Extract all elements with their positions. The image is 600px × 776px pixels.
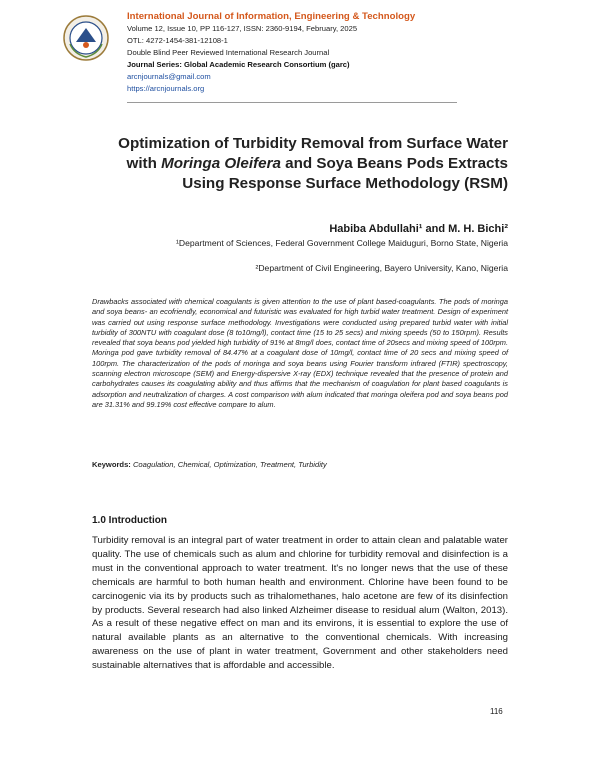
title-italic-species: Moringa Oleifera (161, 155, 281, 172)
title-part-1: Optimization of Turbidity Removal from Surface Water with (118, 135, 508, 172)
title-part-2: and Soya Beans Pods Extracts Using Response Surface Methodology (RSM) (182, 155, 508, 192)
author-names: Habiba Abdullahi¹ and M. H. Bichi² (329, 223, 508, 235)
journal-series: Journal Series: Global Academic Research Consortium (garc) (127, 60, 350, 69)
section-heading-introduction: 1.0 Introduction (92, 515, 167, 526)
keywords-label: Keywords: (92, 460, 131, 469)
journal-name: International Journal of Information, Engineering & Technology (127, 11, 416, 22)
affiliation-2: ²Department of Civil Engineering, Bayero University, Kano, Nigeria (255, 263, 508, 273)
journal-website-link[interactable]: https://arcnjournals.org (127, 84, 205, 93)
keywords-list: Coagulation, Chemical, Optimization, Treatment, Turbidity (132, 460, 327, 469)
header-divider (127, 102, 457, 103)
volume-info: Volume 12, Issue 10, PP 116-127, ISSN: 2360-9194, February, 2025 (127, 24, 358, 33)
introduction-paragraph: Turbidity removal is an integral part of water treatment in order to attain clean and palatable water quality. The use of chemicals such as alum and chlorine for turbidity removal and disinfection is a must in the conventional approach to water treatment. It's no longer news that the use of these chemicals are harmful to both human health and environment. Chlorine have been found to be carcinogenic via its by products such as trihalomethanes, halo acetone are few of its disinfection by products. Several research had also linked Alzheimer disease to residual alum (Walton, 2013). As a result of these negative effect on man and its environs, it is essential to explore the use of natural available plants as an alternative to the conventional chemicals. With increasing awareness on the use of plant in water treatment, Government and other stakeholders need sustainable alternatives that is affordable and accessible. (92, 535, 508, 672)
review-info: Double Blind Peer Reviewed International Research Journal (127, 48, 330, 57)
otl-info: OTL: 4272-1454-381-12108-1 (127, 36, 228, 45)
page-number: 116 (490, 707, 503, 716)
journal-email-link[interactable]: arcnjournals@gmail.com (127, 72, 211, 81)
journal-header (127, 10, 547, 95)
paper-title (96, 134, 508, 194)
journal-logo-icon (62, 14, 110, 62)
keywords (92, 460, 508, 470)
affiliation-1: ¹Department of Sciences, Federal Government College Maiduguri, Borno State, Nigeria (176, 238, 508, 248)
abstract: Drawbacks associated with chemical coagulants is given attention to the use of plant based-coagulants. The pods of moringa and soya beans- an ecofriendly, economical and futuristic was evaluated for high turbid water treatment. Design of experiment was carried out using response surface methodology. Investigations were conducted using prepared turbid water with initial turbidity of 300NTU with coagulant dose (8 to10mg/l), contact time (15 to 25 secs) and mixing speeds (50 to 150rpm). Results revealed that soya beans pod yielded high turbidity of 91% at 8mg/l does, contact time of 20secs and mixing speed of 100rpm. Moringa pod gave turbidity removal of 84.47% at a coagulant dose of 10mg/l, contact time of 20 secs and mixing speed of 100rpm. The characterization of the pods of moringa and soya beans using Fourier transform infrared (FTIR) spectroscopy, scanning electron microscope (SEM) and Energy-dispersive X-ray (EDX) technique revealed that the presence of protein and carbohydrates causes its coagulating ability and thus affirms that the mechanism of coagulation for plant based coagulants is adsorption and neutralization of charges. A cost comparison with alum indicated that moringa oleifera pod and soya beans pod are 31.31% and 99.19% cost effective compare to alum. (92, 297, 508, 409)
